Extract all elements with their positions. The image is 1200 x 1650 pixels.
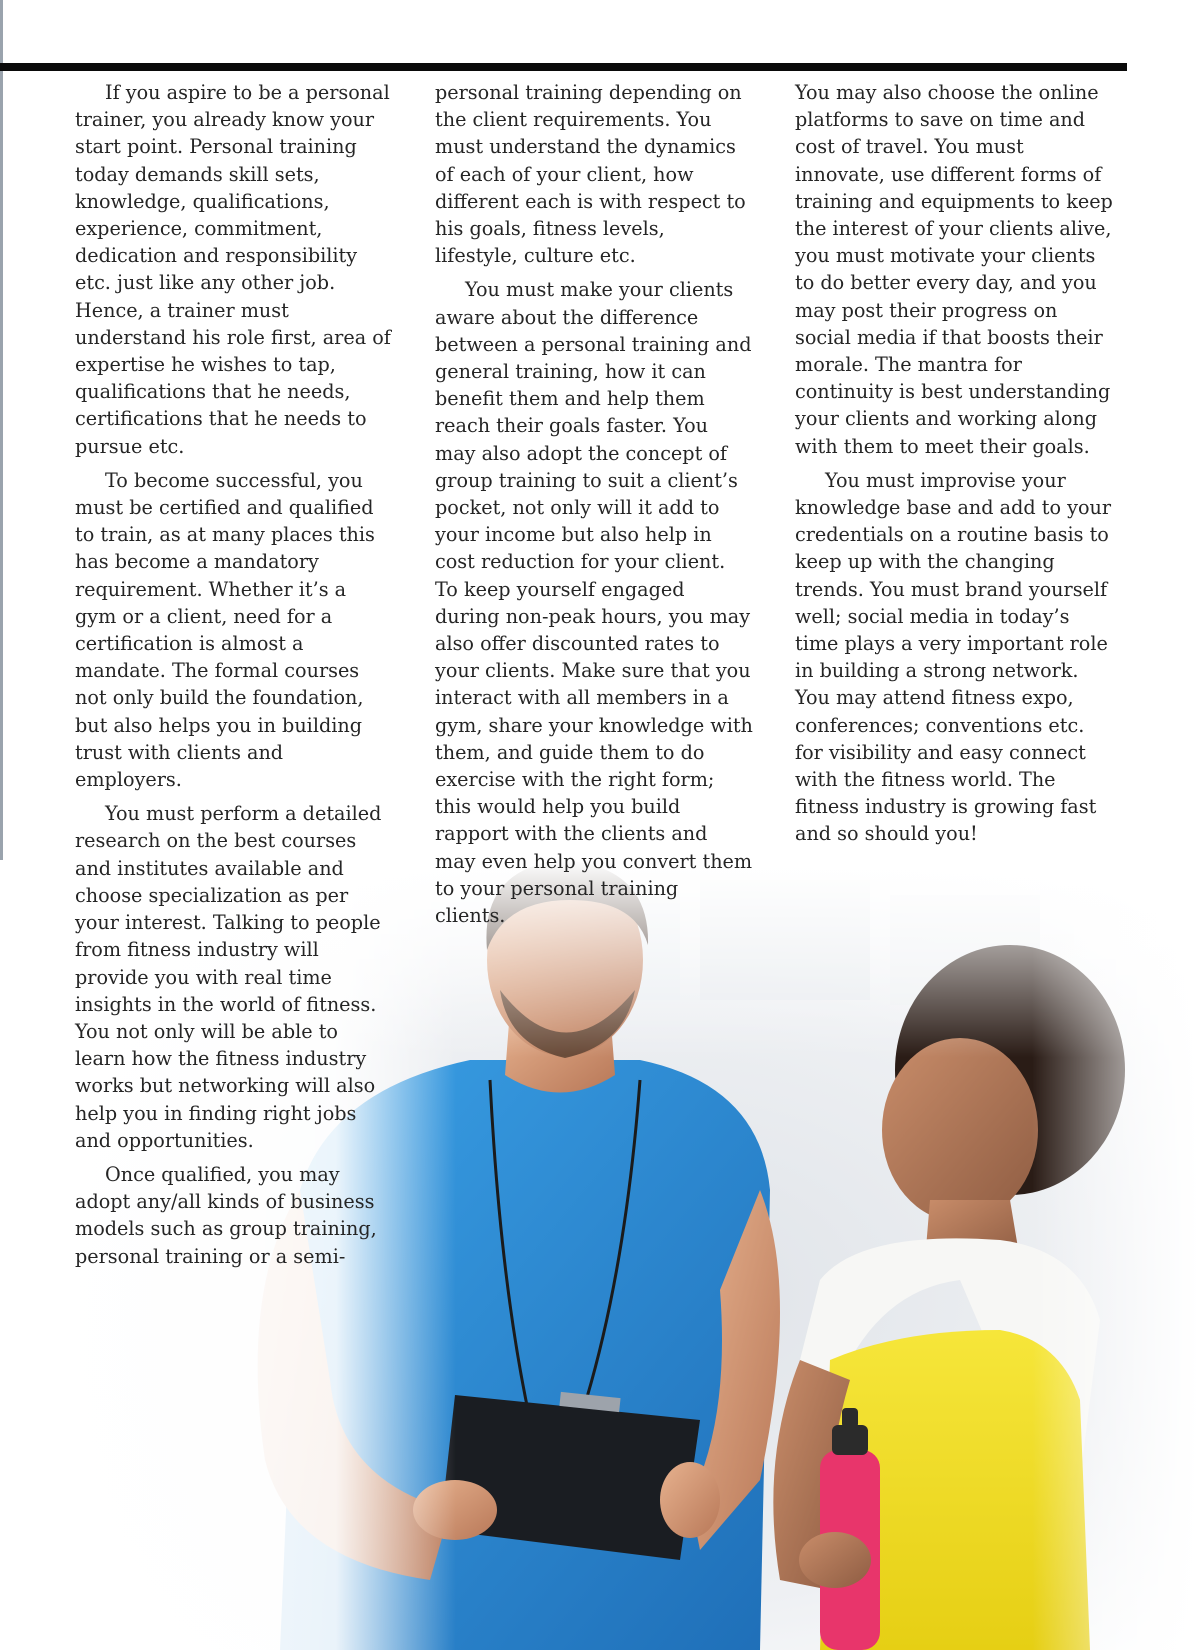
- paragraph: You must improvise your knowledge base and add to your credentials on a routine basis to keep up with the changing trends. You must brand yourself well; social media in today’s time plays a very important role in building a strong network. You may attend fitness expo, conferences; conventions etc. for visibility and easy connect with the fitness world. The fitness industry is growing fast and so should you!: [795, 468, 1112, 846]
- paragraph: You may also choose the online platforms to save on time and cost of travel. You must innovate, use different forms of training and equipments to keep the interest of your clients alive, you must motivate your clients to do better every day, and you may post their progress on social media if that boosts their morale. The mantra for continuity is best understanding your clients and working along with them to meet their goals.: [795, 81, 1113, 458]
- article-column-2: [435, 79, 753, 936]
- paragraph: personal training depending on the client requirements. You must understand the dynamics of each of your client, how different each is with respect to his goals, fitness levels, lifestyle, culture etc.: [435, 81, 746, 268]
- paragraph: To become successful, you must be certified and qualified to train, as at many places this has become a mandatory requirement. Whether it’s a gym or a client, need for a certification is almost a mandate. The formal courses not only build the foundation, but also helps you in building trust with clients and employers.: [75, 468, 375, 792]
- paragraph: Once qualified, you may adopt any/all kinds of business models such as group training, personal training or a semi-: [75, 1162, 377, 1268]
- paragraph: If you aspire to be a personal trainer, you already know your start point. Personal training today demands skill sets, knowledge, qualifications, experience, commitment, dedication and responsibility etc. just like any other job. Hence, a trainer must understand his role first, area of expertise he wishes to tap, qualifications that he needs, certifications that he needs to pursue etc.: [75, 81, 391, 458]
- article-column-3: [795, 79, 1113, 855]
- top-rule: [0, 63, 1127, 71]
- paragraph: You must make your clients aware about the difference between a personal training and general training, how it can benefit them and help them reach their goals faster. You may also adopt the concept of group training to suit a client’s pocket, not only will it add to your income but also help in cost reduction for your client. To keep yourself engaged during non-peak hours, you may also offer discounted rates to your clients. Make sure that you interact with all members in a gym, share your knowledge with them, and guide them to do exercise with the right form; this would help you build rapport with the clients and may even help you convert them to your personal training clients.: [435, 278, 753, 928]
- article-column-1: [75, 79, 393, 1277]
- paragraph: You must perform a detailed research on the best courses and institutes available and choose specialization as per your interest. Talking to people from fitness industry will provide you with real time insights in the world of fitness. You not only will be able to learn how the fitness industry works but networking will also help you in finding right jobs and opportunities.: [75, 802, 382, 1152]
